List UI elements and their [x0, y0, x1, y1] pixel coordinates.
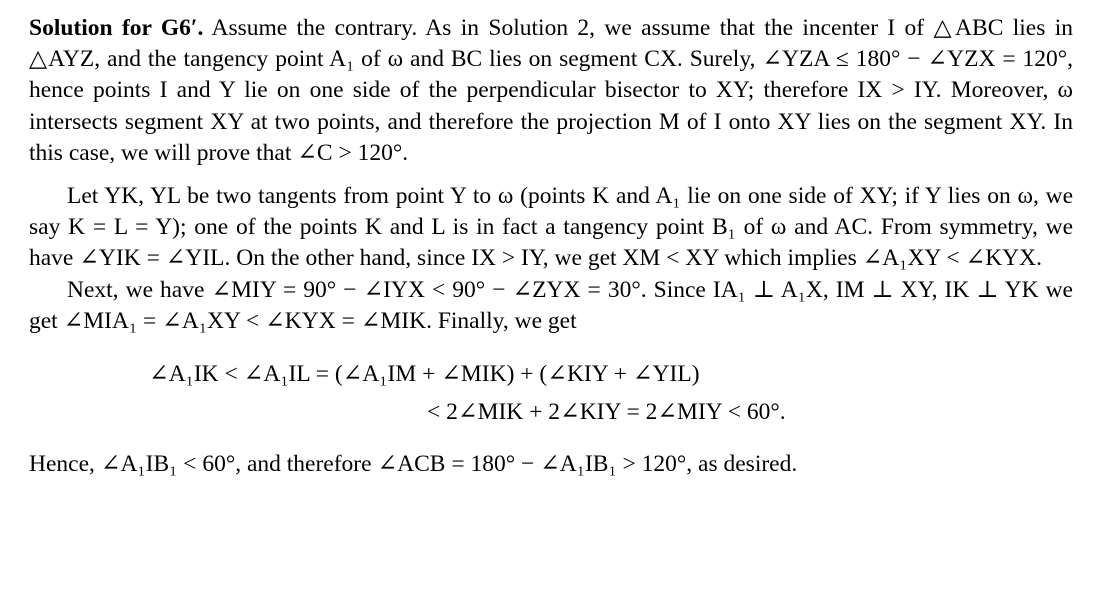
- solution-title: Solution for G6′.: [29, 15, 204, 41]
- paragraph-2: Let YK, YL be two tangents from point Y to ω (points K and A₁ lie on one side of XY; if Y lies on ω, we say K = L = Y); one of the points K and L is in fact a tangency point B₁ of ω and AC. From symmetry, we have ∠YIK = ∠YIL. On the other hand, since IX > IY, we get XM < XY which implies ∠A₁XY < ∠KYX.: [29, 183, 1073, 272]
- display-equation: [29, 355, 1073, 431]
- equation-line-1: ∠A₁IK < ∠A₁IL = (∠A₁IM + ∠MIK) + (∠KIY + ∠YIL): [149, 361, 700, 388]
- paragraph-conclusion: Hence, ∠A₁IB₁ < 60°, and therefore ∠ACB = 180° − ∠A₁IB₁ > 120°, as desired.: [29, 451, 798, 478]
- paragraph-3: Next, we have ∠MIY = 90° − ∠IYX < 90° − ∠ZYX = 30°. Since IA₁ ⊥ A₁X, IM ⊥ XY, IK ⊥ YK we get ∠MIA₁ = ∠A₁XY < ∠KYX = ∠MIK. Finally, we get: [29, 276, 1073, 334]
- paragraph-intro: [29, 13, 1073, 169]
- equation-line-2: < 2∠MIK + 2∠KIY = 2∠MIY < 60°.: [427, 399, 786, 426]
- paragraph-1-text: Assume the contrary. As in Solution 2, we assume that the incenter I of △ABC lies in △AYZ, and the tangency point A₁ of ω and BC lies on segment CX. Surely, ∠YZA ≤ 180° − ∠YZX = 120°, hence points I and Y lie on one side of the perpendicular bisector to XY; therefore IX > IY. Moreover, ω intersects segment XY at two points, and therefore the projection M of I onto XY lies on the segment XY. In this case, we will prove that ∠C > 120°.: [29, 15, 1073, 166]
